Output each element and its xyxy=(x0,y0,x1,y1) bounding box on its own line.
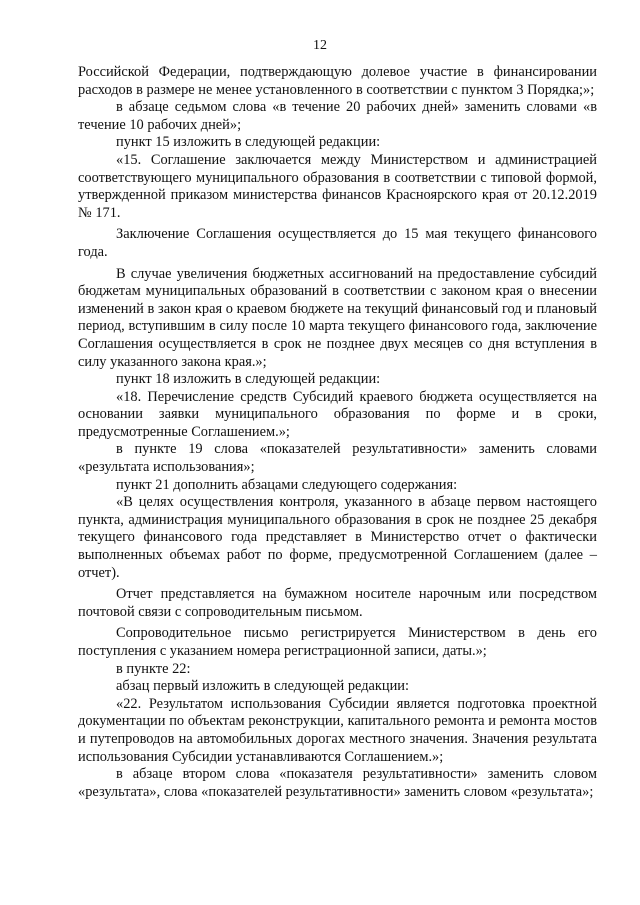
paragraph-continuation: Российской Федерации, подтверждающую долевое участие в финансировании расходов в размере не менее установленного в соответствии с пунктом 3 Порядка;»; xyxy=(78,64,597,98)
paragraph: «15. Соглашение заключается между Министерством и администрацией соответствующего муниципального образования в соответствии с типовой формой, утвержденной приказом министерства финансов Красноярского края от 20.12.2019 № 171. xyxy=(78,151,597,221)
paragraph: в пункте 19 слова «показателей результативности» заменить словами «результата использования»; xyxy=(78,441,597,476)
paragraph: Сопроводительное письмо регистрируется Министерством в день его поступления с указанием номера регистрационной записи, даты.»; xyxy=(78,625,597,659)
paragraph: пункт 15 изложить в следующей редакции: xyxy=(116,134,381,151)
paragraph: Заключение Соглашения осуществляется до 15 мая текущего финансового года. xyxy=(78,226,597,260)
paragraph: в пункте 22: xyxy=(116,660,191,677)
paragraph: в абзаце втором слова «показателя результативности» заменить словом «результата», слова «показателей результативности» заменить словом «результата»; xyxy=(78,766,597,800)
paragraph: «В целях осуществления контроля, указанного в абзаце первом настоящего пункта, администрация муниципального образования в срок не позднее 25 декабря текущего финансового года представляет в Министерство отчет о фактически выполненных объемах работ по форме, предусмотренной Соглашением (далее – отчет). xyxy=(78,494,597,581)
paragraph: Отчет представляется на бумажном носителе нарочным или посредством почтовой связи с сопроводительным письмом. xyxy=(78,586,597,620)
paragraph: пункт 18 изложить в следующей редакции: xyxy=(116,371,381,388)
paragraph: абзац первый изложить в следующей редакции: xyxy=(116,678,410,695)
paragraph: «18. Перечисление средств Субсидий краевого бюджета осуществляется на основании заявки муниципального образования по форме и в сроки, предусмотренные Соглашением.»; xyxy=(78,388,597,440)
page-number: 12 xyxy=(313,38,327,53)
paragraph: пункт 21 дополнить абзацами следующего содержания: xyxy=(116,476,458,493)
document-body xyxy=(78,64,597,801)
paragraph: в абзаце седьмом слова «в течение 20 рабочих дней» заменить словами «в течение 10 рабочих дней»; xyxy=(78,99,597,133)
paragraph: В случае увеличения бюджетных ассигнований на предоставление субсидий бюджетам муниципальных образований в соответствии с законом края о внесении изменений в закон края о краевом бюджете на текущий финансовый год и плановый период, вступившим в силу после 10 марта текущего финансового года, заключение Соглашения осуществляется в срок не позднее двух месяцев со дня вступления в силу указанного закона края.»; xyxy=(78,265,597,370)
paragraph: «22. Результатом использования Субсидии является подготовка проектной документации по объектам реконструкции, капитального ремонта и ремонта мостов и путепроводов на автомобильных дорогах местного значения. Значения результата использования Субсидии устанавливаются Соглашением.»; xyxy=(78,695,597,765)
